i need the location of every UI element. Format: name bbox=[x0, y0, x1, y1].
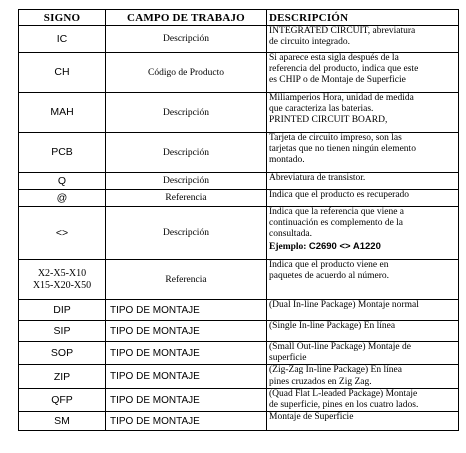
descripcion-line: de circuito integrado. bbox=[269, 37, 350, 48]
signo-cell bbox=[19, 190, 106, 207]
descripcion-line: superficie bbox=[269, 353, 307, 364]
descripcion-line: tarjetas que no tienen ningún elemento bbox=[269, 144, 416, 155]
signo-cell bbox=[19, 365, 106, 388]
descripcion-cell bbox=[267, 93, 459, 133]
table-body bbox=[19, 26, 459, 431]
signo-cell bbox=[19, 133, 106, 173]
signo-cell bbox=[19, 412, 106, 431]
campo-cell: TIPO DE MONTAJE bbox=[106, 388, 267, 411]
example-line bbox=[269, 241, 456, 253]
signo-cell bbox=[19, 388, 106, 411]
descripcion-cell bbox=[267, 207, 459, 260]
signo-text: PCB bbox=[51, 146, 73, 159]
descripcion-cell bbox=[267, 365, 459, 388]
descripcion-line: referencia del producto, indica que este bbox=[269, 64, 419, 75]
descripcion-line: es CHIP o de Montaje de Superficie bbox=[269, 75, 406, 86]
header-campo: CAMPO DE TRABAJO bbox=[106, 10, 267, 26]
descripcion-line: paquetes de acuerdo al número. bbox=[269, 271, 390, 282]
descripcion-line: (Single In-line Package) En línea bbox=[269, 321, 396, 331]
signo-text: CH bbox=[54, 66, 70, 79]
signo-text: SIP bbox=[53, 324, 71, 337]
table-row bbox=[19, 300, 459, 321]
table-row bbox=[19, 207, 459, 260]
campo-cell: Descripción bbox=[106, 133, 267, 173]
descripcion-cell bbox=[267, 321, 459, 342]
table-row bbox=[19, 260, 459, 300]
descripcion-line: (Dual In-line Package) Montaje normal bbox=[269, 300, 419, 310]
campo-cell: Referencia bbox=[106, 260, 267, 300]
signo-text: QFP bbox=[51, 393, 73, 406]
descripcion-line: (Zig-Zag In-line Package) En línea bbox=[269, 365, 402, 376]
descripcion-line: Indica que el producto viene en bbox=[269, 260, 389, 270]
signo-cell bbox=[19, 260, 106, 300]
descripcion-line: consultada. bbox=[269, 229, 313, 240]
descripcion-line: de superficie, pines en los cuatro lados. bbox=[269, 400, 419, 411]
descripcion-cell bbox=[267, 260, 459, 300]
descripcion-cell bbox=[267, 133, 459, 173]
table-row bbox=[19, 26, 459, 53]
signo-cell bbox=[19, 93, 106, 133]
campo-cell: Referencia bbox=[106, 190, 267, 207]
descripcion-line: INTEGRATED CIRCUIT, abreviatura bbox=[269, 26, 416, 36]
campo-cell: TIPO DE MONTAJE bbox=[106, 342, 267, 365]
campo-cell: TIPO DE MONTAJE bbox=[106, 365, 267, 388]
signo-text: SOP bbox=[50, 347, 74, 360]
descripcion-cell bbox=[267, 412, 459, 431]
descripcion-line: Montaje de Superficie bbox=[269, 412, 354, 423]
campo-cell: Descripción bbox=[106, 26, 267, 53]
signo-text: X15-X20-X50 bbox=[32, 279, 92, 291]
descripcion-line: PRINTED CIRCUIT BOARD, bbox=[269, 115, 388, 126]
example-label: Ejemplo: bbox=[269, 241, 307, 252]
campo-cell: TIPO DE MONTAJE bbox=[106, 412, 267, 431]
descripcion-line: continuación es complemento de la bbox=[269, 218, 404, 229]
descripcion-line: Indica que el producto es recuperado bbox=[269, 190, 410, 200]
descripcion-cell bbox=[267, 300, 459, 321]
descripcion-cell bbox=[267, 53, 459, 93]
table-row bbox=[19, 133, 459, 173]
table-row bbox=[19, 342, 459, 365]
table-row bbox=[19, 53, 459, 93]
signo-text: Q bbox=[57, 174, 67, 187]
descripcion-line: Si aparece esta sigla después de la bbox=[269, 53, 399, 63]
descripcion-line: que caracteriza las baterias. bbox=[269, 104, 374, 115]
campo-cell: Descripción bbox=[106, 207, 267, 260]
descripcion-line: Miliamperios Hora, unidad de medida bbox=[269, 93, 414, 103]
campo-cell: Descripción bbox=[106, 173, 267, 190]
table-row bbox=[19, 93, 459, 133]
signo-text: IC bbox=[56, 32, 68, 45]
signo-text: MAH bbox=[50, 106, 74, 119]
descripcion-cell bbox=[267, 388, 459, 411]
descripcion-cell bbox=[267, 173, 459, 190]
signo-cell bbox=[19, 342, 106, 365]
descripcion-cell bbox=[267, 26, 459, 53]
descripcion-line: (Small Out-line Package) Montaje de bbox=[269, 342, 411, 352]
descripcion-line: montado. bbox=[269, 155, 305, 166]
signo-text: DIP bbox=[53, 303, 71, 316]
acronym-table bbox=[18, 9, 459, 431]
table-row bbox=[19, 412, 459, 431]
descripcion-line: Abreviatura de transistor. bbox=[269, 173, 366, 183]
campo-cell: TIPO DE MONTAJE bbox=[106, 321, 267, 342]
descripcion-line: Tarjeta de circuito impreso, son las bbox=[269, 133, 402, 143]
signo-cell bbox=[19, 207, 106, 260]
signo-cell bbox=[19, 53, 106, 93]
signo-text: @ bbox=[56, 191, 68, 204]
descripcion-line: pines cruzados en Zig Zag. bbox=[269, 376, 372, 387]
signo-text: ZIP bbox=[53, 370, 71, 383]
signo-cell bbox=[19, 321, 106, 342]
signo-cell bbox=[19, 26, 106, 53]
signo-text: <> bbox=[55, 226, 69, 239]
signo-cell bbox=[19, 173, 106, 190]
campo-cell: Descripción bbox=[106, 93, 267, 133]
header-signo: SIGNO bbox=[19, 10, 106, 26]
signo-text: X2-X5-X10 bbox=[37, 268, 87, 279]
table-row bbox=[19, 365, 459, 388]
descripcion-cell bbox=[267, 190, 459, 207]
signo-cell bbox=[19, 300, 106, 321]
table-row bbox=[19, 173, 459, 190]
descripcion-cell bbox=[267, 342, 459, 365]
table-header-row bbox=[19, 10, 459, 26]
signo-text: SM bbox=[54, 415, 70, 428]
table-row bbox=[19, 388, 459, 411]
example-code: C2690 <> A1220 bbox=[308, 240, 381, 252]
campo-cell: TIPO DE MONTAJE bbox=[106, 300, 267, 321]
descripcion-line: (Quad Flat L-leaded Package) Montaje bbox=[269, 388, 418, 399]
header-descripcion: DESCRIPCIÓN bbox=[267, 10, 459, 26]
table-row bbox=[19, 321, 459, 342]
campo-cell: Código de Producto bbox=[106, 53, 267, 93]
table-row bbox=[19, 190, 459, 207]
descripcion-line: Indica que la referencia que viene a bbox=[269, 207, 405, 217]
